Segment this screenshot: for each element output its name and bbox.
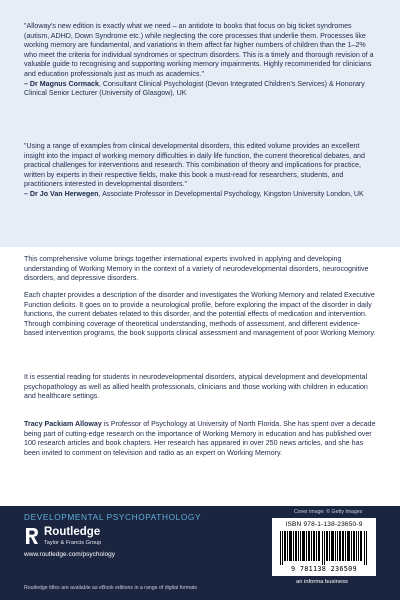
publisher-url: www.routledge.com/psychology [24,551,116,558]
review-1 [24,22,376,99]
review-quote: "Alloway's new edition is exactly what we need – an antidote to books that focus on big ticket syndromes (autism, ADHD, Down Syndrome etc.) while neglecting the core processes that underlie them. Processes like working memory are fundamental, and variations in them affect far higher numbers of children than the 1–2% who meet the criteria for individual syndromes or spectrum disorders. This is a timely and thorough revision of a valuable guide to recognising and supporting working memory impairments. Highly recommended for clinicians and education professionals just as much as academics." [24,22,374,78]
review-2 [24,142,376,200]
reviewer-name: – Dr Magnus Cormack [24,79,99,88]
informa-tagline: an informa business [296,579,348,585]
reviewer-affiliation: , Consultant Clinical Psychologist (Devon Integrated Children's Services) & Honorary Clinical Senior Lecturer (University of Glasgow), UK [24,79,365,98]
cover-credit: Cover image: © Getty Images [294,509,363,515]
author-name: Tracy Packiam Alloway [24,420,102,428]
review-attribution [24,80,376,99]
isbn-label: ISBN 978-1-138-23650-9 [285,521,363,528]
author-bio [24,420,376,458]
description-para-1 [24,255,376,284]
publisher-name: Routledge [44,526,101,538]
barcode-icon [278,531,370,565]
description-para-2 [24,291,376,339]
barcode-number: 9 781138 236509 [291,565,357,573]
description-text: Each chapter provides a description of the disorder and investigates the Working Memory and related Executive Function deficits. It goes on to provide a neurological profile, before exploring the impact of the disorder in daily functions, the current debates related to this disorder, and the potential effects of medication and intervention. Through combining coverage of theoretical understanding, methods of assessment, and different evidence-based intervention programs, the book supports clinical assessment and management of poor Working Memory. [24,291,376,338]
review-attribution [24,190,376,200]
publisher-imprint: Taylor & Francis Group [44,540,102,546]
description-para-3 [24,373,376,402]
author-bio-text: is Professor of Psychology at University of North Florida. She has spent over a decade being part of cutting-edge research on the importance of Working Memory in education and has published over 100 research articles and book chapters. Her research has appeared in over 250 news articles, and she has been invited to comment on television and radio as an expert on Working Memory. [24,420,376,457]
review-quote: "Using a range of examples from clinical developmental disorders, this edited volume provides an excellent insight into the impact of working memory difficulties in daily life function, the current theoretical debates, and practical challenges for interventions and research. This combination of theory and implications for practice, written by experts in their respective fields, make this book a must-read for researchers, students, and practitioners interested in developmental disorders." [24,142,365,189]
ebook-note: Routledge titles are available as eBook editions in a range of digital formats [24,585,198,591]
series-title: DEVELOPMENTAL PSYCHOPATHOLOGY [24,512,202,522]
routledge-logo-icon [22,526,40,546]
reviewer-name: – Dr Jo Van Herwegen [24,189,99,198]
barcode-panel [272,518,376,576]
description-text: It is essential reading for students in neurodevelopmental disorders, atypical development and developmental psychopathology as well as allied health professionals, clinicians and those working with children in education and healthcare settings. [24,373,368,401]
reviewer-affiliation: , Associate Professor in Developmental Psychology, Kingston University London, UK [98,189,364,198]
description-text: This comprehensive volume brings together international experts involved in applying and developing understanding of Working Memory in the context of a variety of neurodevelopmental disorders, neurocognitive disorders, and depressive disorders. [24,255,369,283]
